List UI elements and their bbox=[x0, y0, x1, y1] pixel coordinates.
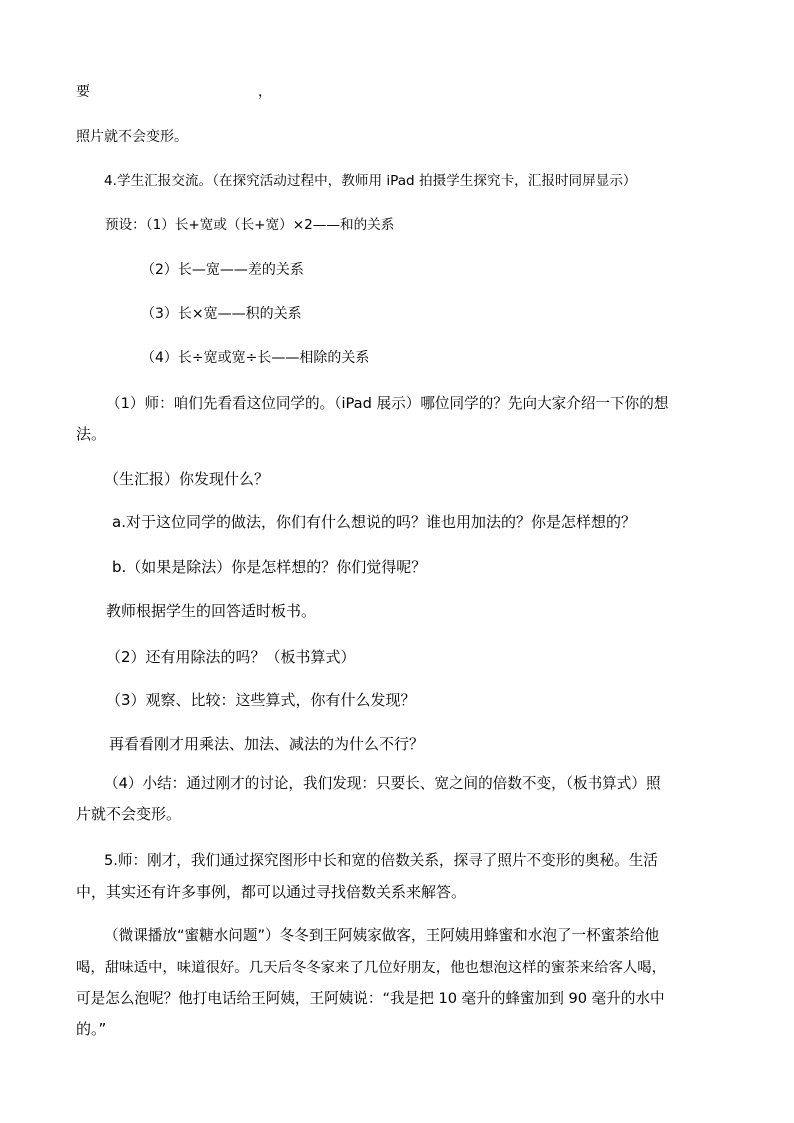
text-line: 4.学生汇报交流。（在探究活动过程中，教师用 iPad 拍摄学生探究卡，汇报时同屏显示） bbox=[104, 173, 637, 189]
text-line: 再看看刚才用乘法、加法、减法的为什么不行？ bbox=[109, 735, 425, 753]
text-line: （2）长—宽——差的关系 bbox=[141, 262, 304, 278]
text-line: b.（如果是除法）你是怎样想的？你们觉得呢？ bbox=[112, 558, 427, 576]
text-line: 片就不会变形。 bbox=[76, 805, 182, 823]
text-line: 可是怎么泡呢？他打电话给王阿姨，王阿姨说：“我是把 10 毫升的蜂蜜加到 90 毫升的水中 bbox=[76, 990, 665, 1007]
text-line: （生汇报）你发现什么？ bbox=[104, 470, 270, 488]
text-line: （1）师：咱们先看看这位同学的。（iPad 展示）哪位同学的？先向大家介绍一下你的想 bbox=[106, 395, 669, 412]
text-line: （4）长÷宽或宽÷长——相除的关系 bbox=[141, 350, 370, 366]
text-line: 预设：（1）长+宽或（长+宽）×2——和的关系 bbox=[105, 217, 395, 233]
text-line: （2）还有用除法的吗？（板书算式） bbox=[106, 648, 356, 666]
text-line: 教师根据学生的回答适时板书。 bbox=[106, 602, 317, 620]
text-line: （3）观察、比较：这些算式，你有什么发现？ bbox=[106, 691, 416, 709]
text-line: 的。” bbox=[76, 1020, 107, 1038]
text-line: （4）小结：通过刚才的讨论，我们发现：只要长、宽之间的倍数不变，（板书算式）照 bbox=[104, 775, 661, 792]
text-line: （微课播放“蜜糖水问题”）冬冬到王阿姨家做客，王阿姨用蜂蜜和水泡了一杯蜜茶给他 bbox=[104, 927, 660, 944]
text-line: 法。 bbox=[76, 425, 107, 443]
text-line: ， bbox=[258, 84, 272, 100]
text-line: （3）长×宽——积的关系 bbox=[141, 306, 302, 322]
text-line: 要 bbox=[76, 84, 90, 100]
text-line: 照片就不会变形。 bbox=[76, 129, 188, 145]
text-line: 喝，甜味适中，味道很好。几天后冬冬家来了几位好朋友，他也想泡这样的蜜茶来给客人喝， bbox=[76, 960, 667, 976]
text-line: a.对于这位同学的做法，你们有什么想说的吗？谁也用加法的？你是怎样想的？ bbox=[112, 513, 636, 531]
text-line: 5.师：刚才，我们通过探究图形中长和宽的倍数关系，探寻了照片不变形的奥秘。生活 bbox=[104, 852, 658, 869]
text-line: 中，其实还有许多事例，都可以通过寻找倍数关系来解答。 bbox=[76, 883, 467, 901]
